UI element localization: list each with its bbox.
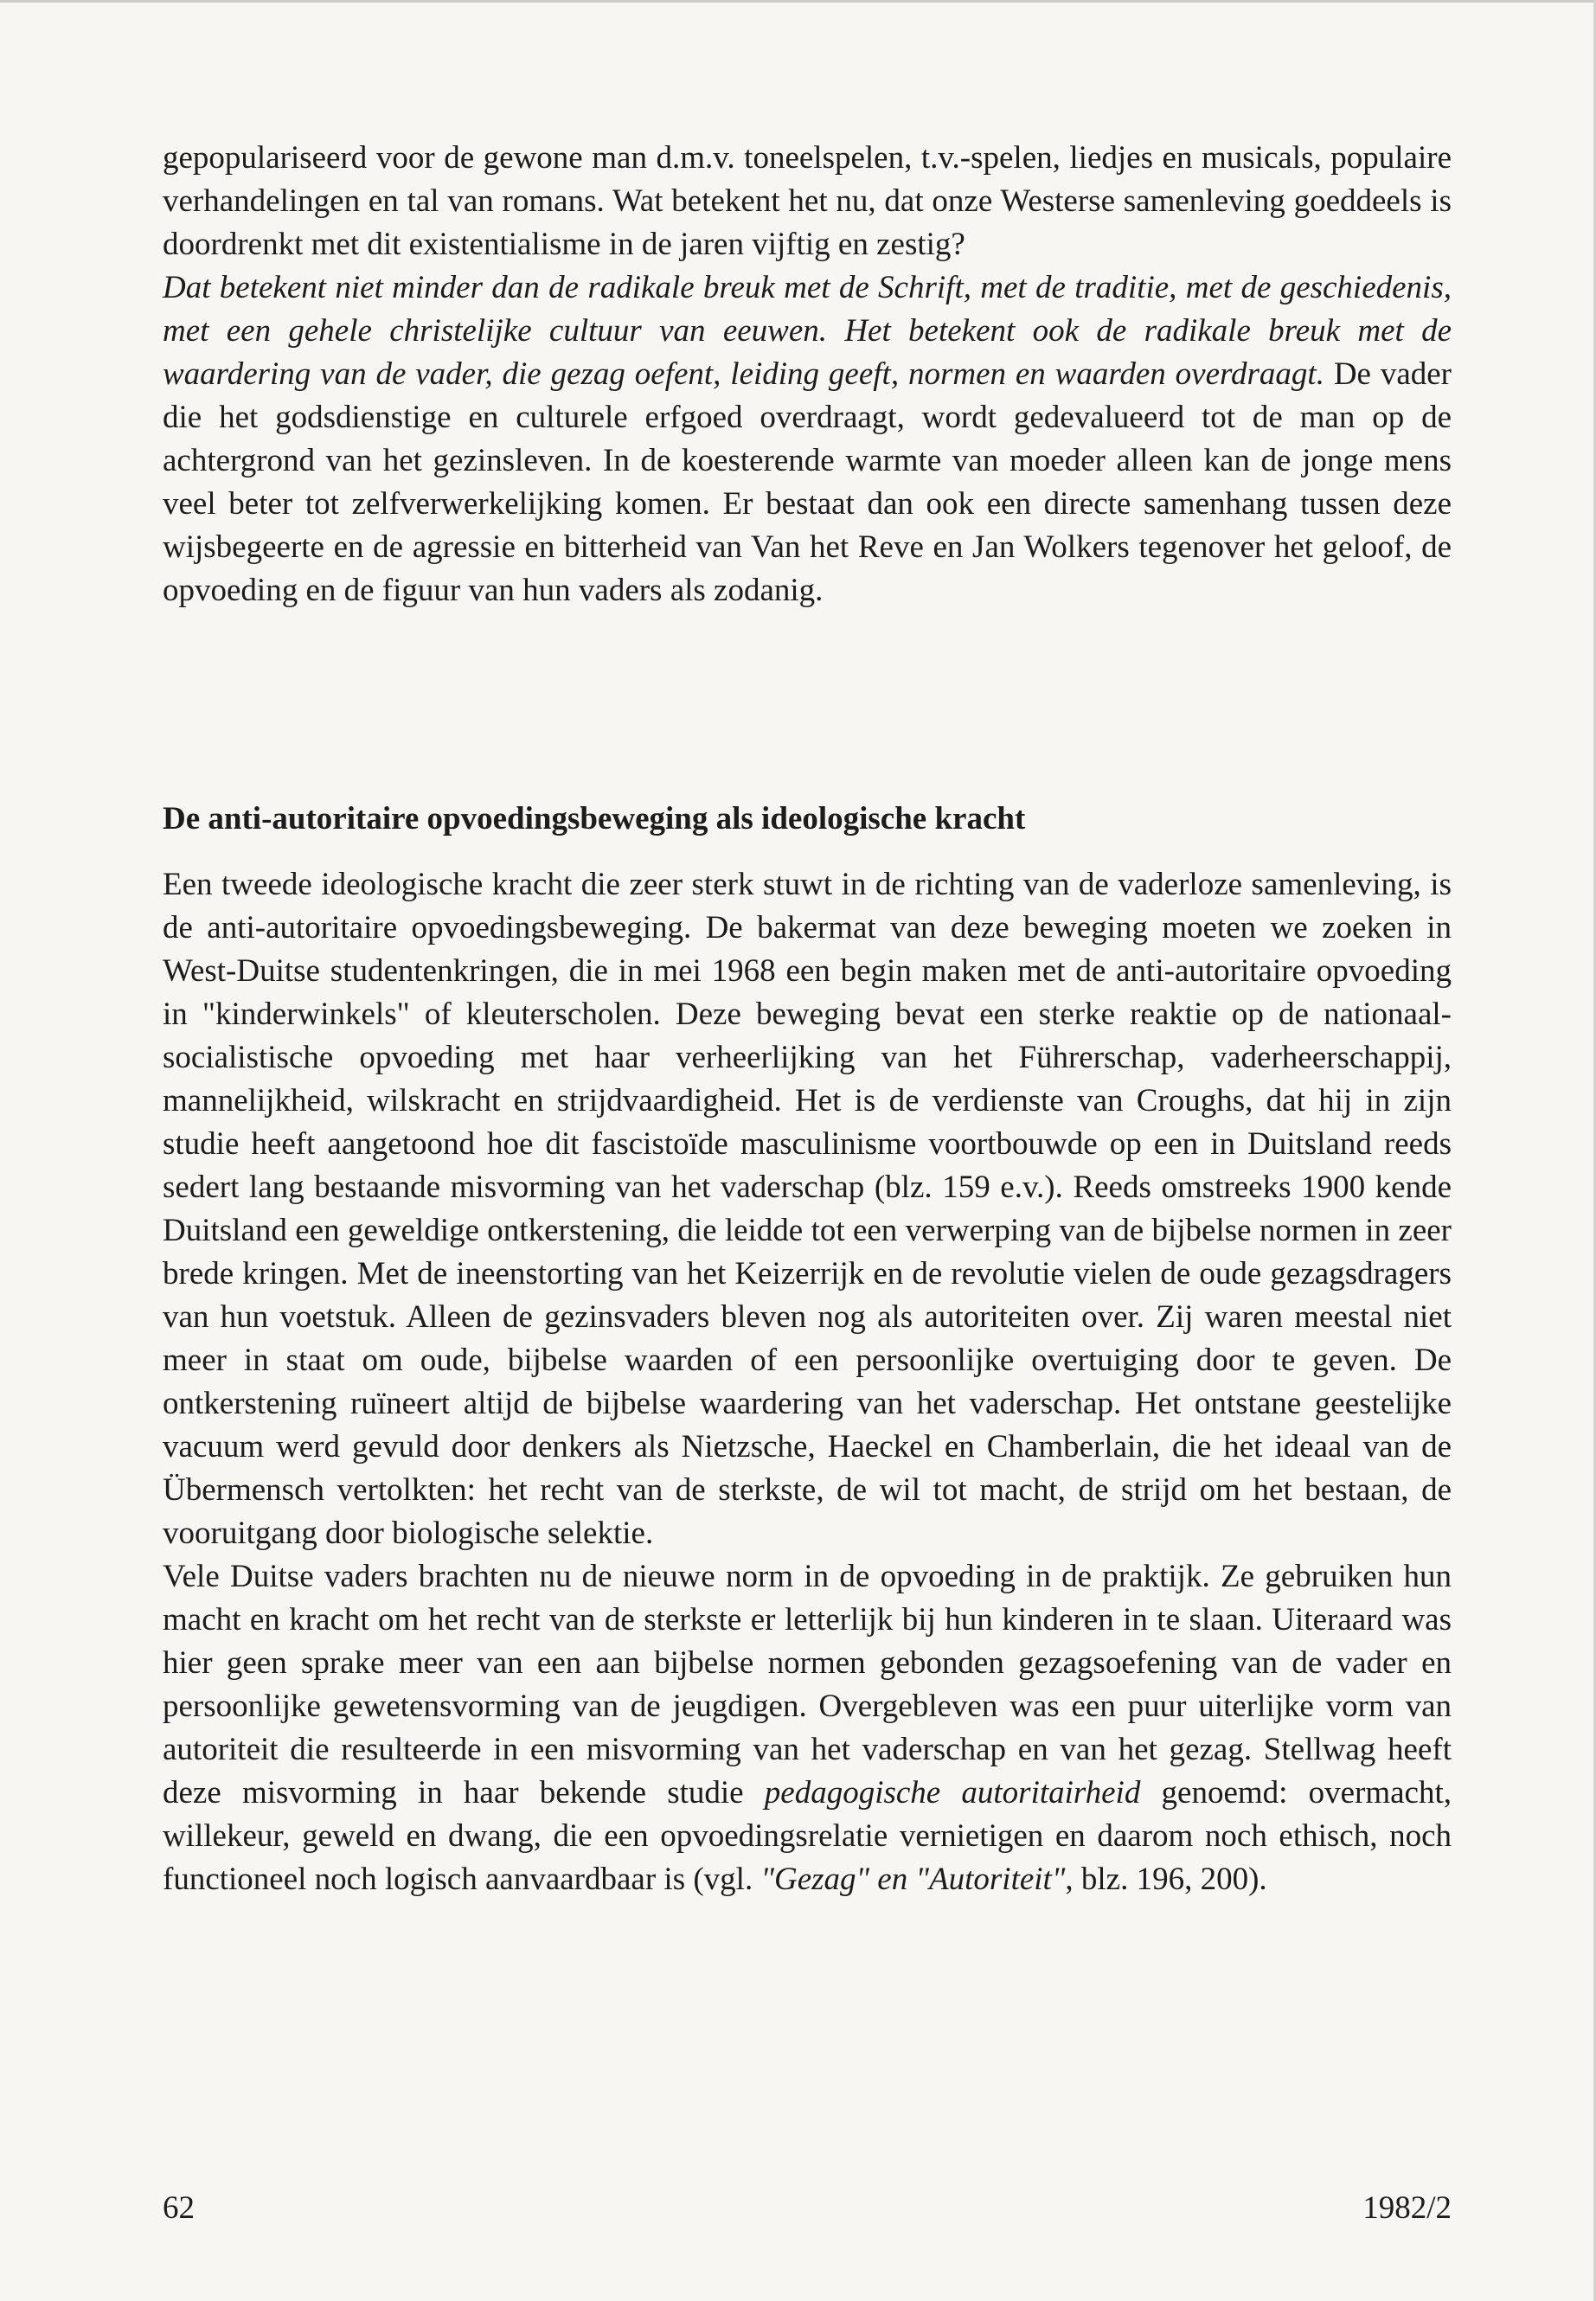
page-number: 62	[163, 2190, 195, 2226]
paragraph-2-text: De vader die het godsdienstige en culturele erfgoed overdraagt, wordt gedevalueerd tot de man op de achtergrond van het gezinsleven. In de koesterende warmte van moeder alleen kan de jonge mens veel beter tot zelfverwerkelijking komen. Er bestaat dan ook een directe samenhang tussen deze wijsbegeerte en de agressie en bitterheid van Van het Reve en Jan Wolkers tegenover het geloof, de opvoeding en de figuur van hun vaders als zodanig.	[163, 356, 1452, 608]
body-text-bottom	[163, 863, 1452, 1901]
body-text-top	[163, 137, 1452, 612]
paragraph-4-text-c: , blz. 196, 200).	[1065, 1862, 1267, 1897]
paragraph-1: gepopulariseerd voor de gewone man d.m.v. toneelspelen, t.v.-spelen, liedjes en musicals, populaire verhandelingen en tal van romans. Wat betekent het nu, dat onze Westerse samenleving goeddeels is doordrenkt met dit existentialisme in de jaren vijftig en zestig?	[163, 140, 1452, 262]
section-heading: De anti-autoritaire opvoedingsbeweging als ideologische kracht	[163, 801, 1026, 836]
paragraph-2-emphasis: Dat betekent niet minder dan de radikale breuk met de Schrift, met de traditie, met de geschiedenis, met een gehele christelijke cultuur van eeuwen. Het betekent ook de radikale breuk met de waardering van de vader, die gezag oefent, leiding geeft, normen en waarden overdraagt.	[163, 270, 1452, 392]
paragraph-3: Een tweede ideologische kracht die zeer sterk stuwt in de richting van de vaderloze samenleving, is de anti-autoritaire opvoedingsbeweging. De bakermat van deze beweging moeten we zoeken in West-Duitse studentenkringen, die in mei 1968 een begin maken met de anti-autoritaire opvoeding in "kinderwinkels" of kleuterscholen. Deze beweging bevat een sterke reaktie op de nationaal-socialistische opvoeding met haar verheerlijking van het Führerschap, vaderheerschappij, mannelijkheid, wilskracht en strijdvaardigheid. Het is de verdienste van Croughs, dat hij in zijn studie heeft aangetoond hoe dit fascistoïde masculinisme voortbouwde op een in Duitsland reeds sedert lang bestaande misvorming van het vaderschap (blz. 159 e.v.). Reeds omstreeks 1900 kende Duitsland een geweldige ontkerstening, die leidde tot een verwerping van de bijbelse normen in zeer brede kringen. Met de ineenstorting van het Keizerrijk en de revolutie vielen de oude gezagsdragers van hun voetstuk. Alleen de gezinsvaders bleven nog als autoriteiten over. Zij waren meestal niet meer in staat om oude, bijbelse waarden of een persoonlijke overtuiging door te geven. De ontkerstening ruïneert altijd de bijbelse waardering van het vaderschap. Het ontstane geestelijke vacuum werd gevuld door denkers als Nietzsche, Haeckel en Chamberlain, die het ideaal van de Übermensch vertolkten: het recht van de sterkste, de wil tot macht, de strijd om het bestaan, de vooruitgang door biologische selektie.	[163, 867, 1452, 1551]
paragraph-4-text-a: Vele Duitse vaders brachten nu de nieuwe norm in de opvoeding in de praktijk. Ze gebruiken hun macht en kracht om het recht van de sterkste er letterlijk bij hun kinderen in te slaan. Uiteraard was hier geen sprake meer van een aan bijbelse normen gebonden gezagsoefening van de vader en persoonlijke gewetensvorming van de jeugdigen. Overgebleven was een puur uiterlijke vorm van autoriteit die resulteerde in een misvorming van het vaderschap en van het gezag. Stellwag heeft deze misvorming in haar bekende studie	[163, 1559, 1452, 1811]
paragraph-2	[163, 266, 1452, 612]
paragraph-4	[163, 1555, 1452, 1901]
paragraph-4-text-b: genoemd: overmacht, willekeur, geweld en dwang, die een opvoedingsrelatie vernietigen en daarom noch ethisch, noch functioneel noch logisch aanvaardbaar is (vgl.	[163, 1775, 1452, 1897]
paragraph-4-emphasis-1: pedagogische autoritairheid	[764, 1775, 1141, 1811]
paragraph-4-emphasis-2: "Gezag" en "Autoriteit"	[760, 1862, 1066, 1897]
issue-number: 1982/2	[1362, 2190, 1452, 2226]
